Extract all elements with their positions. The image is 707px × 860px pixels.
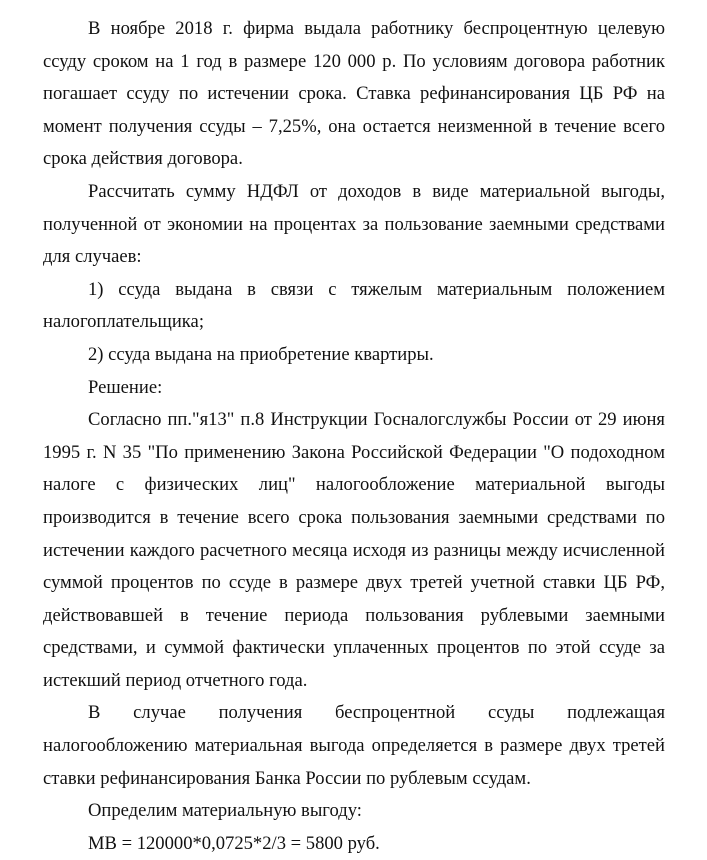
paragraph-define-benefit: Определим материальную выгоду: — [88, 800, 362, 822]
paragraph-instruction-reference: Согласно пп."я13" п.8 Инструкции Госналогслужбы России от 29 июня 1995 г. N 35 "По применению Закона Российской Федерации "О подоходном налоге с физических лиц" налогообложение материальной выгоды производится в течение всего срока пользования заемными средствами по истечении каждого расчетного месяца исходя из разницы между исчисленной суммой процентов по ссуде в размере двух третей учетной ставки ЦБ РФ, действовавшей в течение периода пользования рублевыми заемными средствами, и суммой фактически уплаченных процентов по этой ссуде за истекший период отчетного года. — [43, 409, 665, 691]
paragraph-task-conditions: В ноябре 2018 г. фирма выдала работнику беспроцентную целевую ссуду сроком на 1 год в размере 120 000 р. По условиям договора работник погашает ссуду по истечении срока. Ставка рефинансирования ЦБ РФ на момент получения ссуды – 7,25%, она остается неизменной в течение всего срока действия договора. — [43, 18, 665, 170]
list-item-case-1: 1) ссуда выдана в связи с тяжелым материальным положением налогоплательщика; — [43, 278, 665, 333]
solution-heading: Решение: — [88, 376, 163, 398]
paragraph-task-question: Рассчитать сумму НДФЛ от доходов в виде материальной выгоды, полученной от экономии на процентах за пользование заемными средствами для случаев: — [43, 180, 665, 268]
formula-material-benefit: МВ = 120000*0,0725*2/3 = 5800 руб. — [88, 832, 380, 854]
list-item-case-2: 2) ссуда выдана на приобретение квартиры. — [88, 343, 434, 365]
paragraph-interest-free-rule: В случае получения беспроцентной ссуды подлежащая налогообложению материальная выгода определяется в размере двух третей ставки рефинансирования Банка России по рублевым ссудам. — [43, 702, 665, 789]
